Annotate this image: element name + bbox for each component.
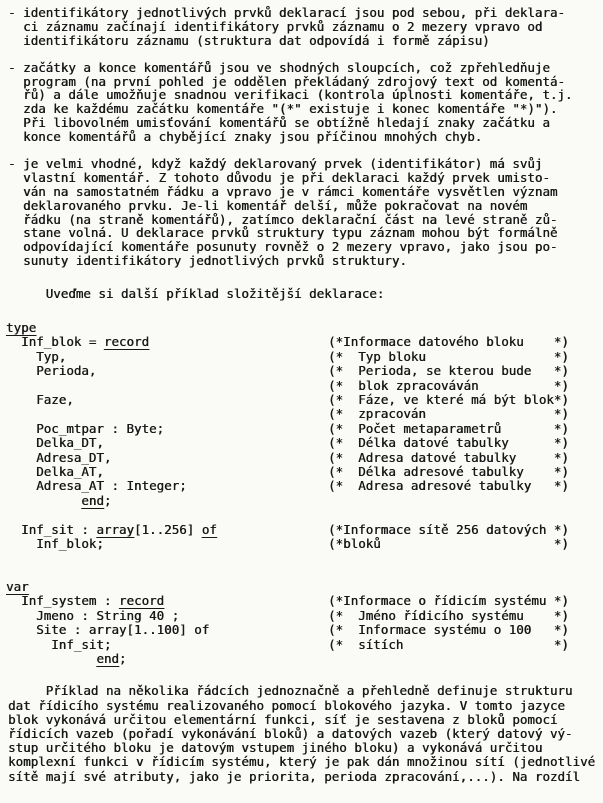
code-text: Inf_sit : array[1..256] of [6,521,217,537]
code-text: Adresa_DT, [6,449,112,465]
bullet-item-2 [8,61,603,144]
underlined-keyword: end [81,492,104,508]
code-line [6,494,603,508]
underlined-keyword: of [201,521,217,537]
code-line [6,335,603,349]
text-line: sunuty identifikátory jednotlivých prvků struktury. [8,253,407,269]
code-text: Poc_mtpar : Byte; [6,420,165,436]
code-text: Inf_sit; [6,636,112,652]
text-line: program (na první pohled je oddělen překládaný zdrojový text od komentá- [8,73,565,89]
text-line: - začátky a konce komentářů jsou ve shodných sloupcích, což zpřehledňuje [8,59,550,75]
code-comment: (* zpracován *) [328,406,569,422]
text-line: řů) a dále umožňuje snadnou verifikaci (kontrola úplnosti komentáře, t.j. [8,87,573,103]
intro-line: Uveďme si další příklad složitější deklarace: [8,286,385,302]
code-text: Inf_system : record [6,593,165,609]
text-line: stane volná. U deklarace prvků struktury typu záznam mohou být formálně [8,225,558,241]
code-comment: (*Informace datového bloku *) [328,334,569,350]
code-line [6,350,603,364]
code-comment: (* Adresa adresové tabulky *) [328,478,569,494]
code-line [6,379,603,393]
code-line [6,551,603,565]
code-line [6,436,603,450]
text-line: řádku (na straně komentářů), zatímco deklarační část na levé straně zů- [8,211,558,227]
code-comment: (* Délka adresové tabulky *) [328,463,569,479]
code-comment: (* Typ bloku *) [328,348,569,364]
code-text: Perioda, [6,363,97,379]
text-line: komplexní funkci v řídicím systému, který je pak dán množinou sítí (jednotlivé [8,754,595,770]
bullet-item-1 [8,6,603,48]
code-line [6,566,603,580]
underlined-keyword: end [96,651,119,667]
code-line [6,451,603,465]
text-line: Příklad na několika řádcích jednoznačně a přehledně definuje strukturu [8,683,573,699]
code-text: Jmeno : String 40 ; [6,607,180,623]
code-line [6,508,603,522]
text-line: blok vykonává určitou elementární funkci, síť je sestavena z bloků pomocí [8,711,558,727]
text-line: řídicích vazeb (pořadí vykonávání bloků) a datových vazeb (který datový vý- [8,725,573,741]
code-text: end; [96,651,127,667]
code-comment: (* Perioda, se kterou bude *) [328,363,569,379]
code-line [6,479,603,493]
code-text [6,579,29,594]
code-comment: (* Počet metaparametrů *) [328,420,569,436]
text-line: - identifikátory jednotlivých prvků deklarací jsou pod sebou, při deklara- [8,5,565,20]
code-line [6,623,603,637]
code-text [6,320,36,335]
code-line [6,364,603,378]
code-line [6,407,603,421]
underlined-keyword: record [118,593,165,609]
text-line: zda ke každému začátku komentáře "(*" existuje i konec komentáře "*)"). [8,101,558,117]
code-comment: (* Adresa datové tabulky *) [328,449,569,465]
text-line: ván na samostatném řádku a vpravo je v rámci komentáře vysvětlen význam [8,183,558,199]
code-block [3,321,603,666]
code-text: Site : array[1..100] of [6,622,210,638]
code-comment: (* blok zpracováván *) [328,377,569,393]
underlined-keyword: var [6,579,29,595]
underlined-keyword: array [96,521,134,537]
code-comment: (* Informace systému o 100 *) [328,622,569,638]
text-line: deklarovaného prvku. Je-li komentář delší, může pokračovat na novém [8,197,528,213]
code-line [6,465,603,479]
code-comment: (*Informace o řídicím systému *) [328,593,569,609]
code-line [6,537,603,551]
code-comment: (* sítích *) [328,636,569,652]
code-line [6,393,603,407]
text-line: Při libovolném umisťování komentářů se obtížně hledají znaky začátku a [8,115,550,131]
text-line: konce komentářů a chybějící znaky jsou příčinou mnohých chyb. [8,129,483,145]
code-text: Inf_blok = record [6,334,149,350]
code-comment: (* Jméno řídicího systému *) [328,607,569,623]
code-text: Adresa_AT : Integer; [6,478,187,494]
code-text: Delka_AT, [6,463,104,479]
code-line [6,523,603,537]
underlined-keyword: record [103,334,149,350]
code-comment: (*Informace sítě 256 datových *) [328,521,569,537]
text-line: stup určitého bloku je datovým vstupem jiného bloku) a vykonává určitou [8,740,543,756]
code-comment: (*bloků *) [328,535,569,551]
code-line [6,321,603,335]
text-line: sítě mají své atributy, jako je priorita, perioda zpracování,...). Na rozdíl [8,768,580,784]
text-line: identifikátoru záznamu (struktura dat odpovídá i formě zápisu) [8,32,490,48]
code-line [6,580,603,594]
underlined-keyword: type [6,320,37,336]
text-line: - je velmi vhodné, když každý deklarovaný prvek (identifikátor) má svůj [8,156,543,172]
text-line: ci záznamu začínají identifikátory prvků záznamu o 2 mezery vpravo od [8,18,543,34]
text-line: vlastní komentář. Z tohoto důvodu je při deklaraci každý prvek umisto- [8,169,550,185]
text-line: odpovídající komentáře posunuty rovněž o 2 mezery vpravo, jako jsou po- [8,239,558,255]
code-line [6,594,603,608]
code-text: Delka_DT, [6,435,104,451]
code-line [6,652,603,666]
code-text: end; [81,492,112,508]
code-line [6,609,603,623]
code-text: Typ, [6,348,67,364]
closing-paragraph [8,684,603,783]
code-comment: (* Fáze, ve které má být blok*) [328,391,569,407]
code-text: Inf_blok; [6,535,104,551]
code-line [6,638,603,652]
code-comment: (* Délka datové tabulky *) [328,435,569,451]
code-line [6,422,603,436]
bullet-item-3 [8,157,603,268]
code-text: Faze, [6,391,74,407]
text-line: dat řídicího systému realizovaného pomocí blokového jazyka. V tomto jazyce [8,697,565,713]
